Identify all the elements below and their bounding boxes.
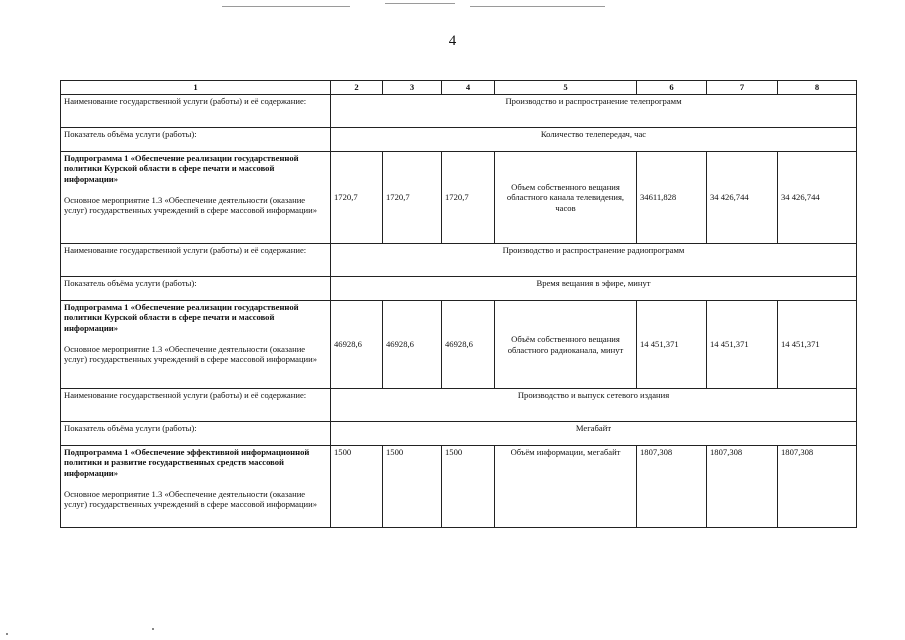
volume-indicator-row (61, 422, 857, 446)
value-col-2: 46928,6 (331, 301, 383, 389)
service-name-label: Наименование государственной услуги (работы) и её содержание: (61, 389, 331, 422)
table-body (61, 81, 857, 528)
column-header: 4 (442, 81, 495, 95)
value-col-7: 1807,308 (707, 446, 778, 528)
indicator-description: Объём собственного вещания областного радиоканала, минут (495, 301, 637, 389)
indicator-description: Объём информации, мегабайт (495, 446, 637, 528)
scan-top-line (222, 6, 350, 7)
column-header: 2 (331, 81, 383, 95)
value-col-2: 1720,7 (331, 152, 383, 244)
program-row (61, 446, 857, 528)
program-title: Подпрограмма 1 «Обеспечение реализации государственной политики Курской области в сфере печати и массовой информации» (64, 302, 299, 333)
page-number: 4 (448, 33, 457, 49)
volume-indicator-row (61, 128, 857, 152)
services-table (60, 80, 857, 528)
service-name-value: Производство и распространение телепрограмм (331, 95, 857, 128)
column-header: 3 (383, 81, 442, 95)
scan-top-line (470, 6, 605, 7)
volume-indicator-value: Количество телепередач, час (331, 128, 857, 152)
value-col-8: 34 426,744 (778, 152, 857, 244)
column-header: 7 (707, 81, 778, 95)
header-row (61, 81, 857, 95)
volume-indicator-value: Время вещания в эфире, минут (331, 277, 857, 301)
volume-indicator-label: Показатель объёма услуги (работы): (61, 422, 331, 446)
value-col-3: 1720,7 (383, 152, 442, 244)
value-col-2: 1500 (331, 446, 383, 528)
value-col-4: 46928,6 (442, 301, 495, 389)
program-measure: Основное мероприятие 1.3 «Обеспечение деятельности (оказание услуг) государственных учреждений в сфере массовой информации» (64, 194, 318, 216)
indicator-description: Объем собственного вещания областного канала телевидения, часов (495, 152, 637, 244)
value-col-8: 1807,308 (778, 446, 857, 528)
volume-indicator-value: Мегабайт (331, 422, 857, 446)
program-measure: Основное мероприятие 1.3 «Обеспечение деятельности (оказание услуг) государственных учреждений в сфере массовой информации» (64, 343, 318, 365)
program-row (61, 301, 857, 389)
service-name-label: Наименование государственной услуги (работы) и её содержание: (61, 244, 331, 277)
service-name-row (61, 95, 857, 128)
value-col-8: 14 451,371 (778, 301, 857, 389)
value-col-7: 34 426,744 (707, 152, 778, 244)
scan-top-line (385, 3, 455, 4)
column-header: 6 (637, 81, 707, 95)
scan-artifact (152, 628, 154, 630)
column-header: 8 (778, 81, 857, 95)
service-name-row (61, 244, 857, 277)
value-col-3: 46928,6 (383, 301, 442, 389)
value-col-6: 34611,828 (637, 152, 707, 244)
program-description-cell (61, 301, 331, 389)
value-col-3: 1500 (383, 446, 442, 528)
volume-indicator-label: Показатель объёма услуги (работы): (61, 128, 331, 152)
service-name-row (61, 389, 857, 422)
program-title: Подпрограмма 1 «Обеспечение реализации государственной политики Курской области в сфере печати и массовой информации» (64, 153, 299, 184)
volume-indicator-label: Показатель объёма услуги (работы): (61, 277, 331, 301)
program-title: Подпрограмма 1 «Обеспечение эффективной информационной политики и развитие государственных средств массовой информации» (64, 447, 310, 478)
value-col-6: 1807,308 (637, 446, 707, 528)
value-col-6: 14 451,371 (637, 301, 707, 389)
column-header: 5 (495, 81, 637, 95)
volume-indicator-row (61, 277, 857, 301)
value-col-4: 1500 (442, 446, 495, 528)
program-row (61, 152, 857, 244)
program-description-cell (61, 446, 331, 528)
program-measure: Основное мероприятие 1.3 «Обеспечение деятельности (оказание услуг) государственных учреждений в сфере массовой информации» (64, 488, 318, 510)
value-col-7: 14 451,371 (707, 301, 778, 389)
column-header: 1 (61, 81, 331, 95)
program-description-cell (61, 152, 331, 244)
service-name-value: Производство и выпуск сетевого издания (331, 389, 857, 422)
value-col-4: 1720,7 (442, 152, 495, 244)
service-name-label: Наименование государственной услуги (работы) и её содержание: (61, 95, 331, 128)
scan-artifact (6, 633, 8, 635)
service-name-value: Производство и распространение радиопрограмм (331, 244, 857, 277)
